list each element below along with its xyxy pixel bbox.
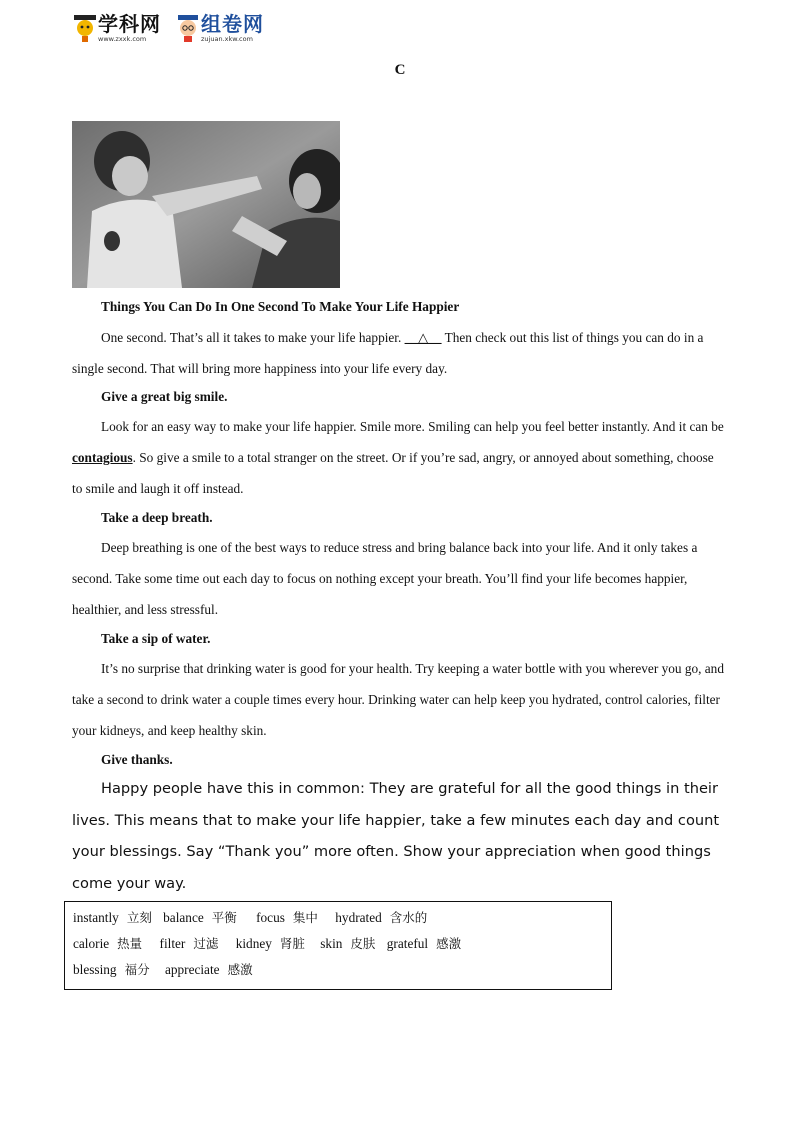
- header-logos: [72, 10, 264, 46]
- heading-smile: Give a great big smile.: [101, 389, 228, 404]
- smile-paragraph: [72, 411, 724, 504]
- vocab-word: kidney: [235, 936, 272, 951]
- vocab-word: balance: [163, 910, 204, 925]
- vocab-meaning: 皮肤: [350, 936, 376, 951]
- vocab-word: grateful: [386, 936, 429, 951]
- section-letter: C: [394, 62, 406, 78]
- thanks-paragraph: Happy people have this in common: They are grateful for all the good things in their lives. This means that to make your life happier, take a few minutes each day and count your blessings. Say “Thank you” more often. Show your appreciation when good things come your way.: [72, 780, 720, 892]
- vocab-meaning: 肾脏: [279, 936, 305, 951]
- vocab-word: skin: [320, 936, 343, 951]
- vocab-row: [73, 960, 603, 986]
- vocab-word: appreciate: [164, 962, 220, 977]
- vocab-meaning: 含水的: [389, 910, 428, 925]
- logo1-title: 学科网: [98, 11, 161, 36]
- graduate-icon: [72, 13, 98, 43]
- heading-breath: Take a deep breath.: [101, 510, 213, 525]
- article-title: Things You Can Do In One Second To Make Your Life Happier: [101, 299, 460, 314]
- logo2-title: 组卷网: [201, 11, 264, 36]
- keyword-contagious: contagious: [72, 450, 133, 465]
- answer-blank: __△__: [404, 330, 442, 345]
- zujuan-logo: [175, 13, 264, 43]
- vocab-word: filter: [159, 936, 186, 951]
- intro-text-a: One second. That’s all it takes to make your life happier.: [101, 330, 405, 345]
- logo1-url: www.zxxk.com: [98, 34, 147, 43]
- logo2-url: zujuan.xkw.com: [201, 34, 253, 43]
- article-photo: [72, 121, 340, 288]
- vocab-word: instantly: [73, 910, 119, 925]
- breath-paragraph: Deep breathing is one of the best ways to reduce stress and bring balance back into your life. And it only takes a second. Take some time out each day to focus on nothing except your breath. You’ll find your life becomes happier, healthier, and less stressful.: [72, 540, 698, 617]
- smile-text-a: Look for an easy way to make your life happier. Smile more. Smiling can help you feel better instantly. And it can be: [101, 419, 724, 434]
- vocab-row: [73, 934, 603, 960]
- vocab-word: focus: [256, 910, 285, 925]
- smile-text-b: . So give a smile to a total stranger on the street. Or if you’re sad, angry, or annoyed about something, choose to smile and laugh it off instead.: [72, 450, 714, 496]
- vocab-meaning: 过滤: [193, 936, 219, 951]
- zxxk-logo: [72, 13, 161, 43]
- vocab-word: calorie: [73, 936, 110, 951]
- intro-text-b: Then check out this list of things you can do in a single second. That will bring more happiness into your life every day.: [72, 330, 704, 376]
- vocab-meaning: 立刻: [126, 910, 152, 925]
- intro-paragraph: [72, 322, 724, 384]
- vocab-meaning: 集中: [292, 910, 318, 925]
- heading-water: Take a sip of water.: [101, 631, 211, 646]
- vocabulary-box: [64, 901, 612, 990]
- vocab-word: blessing: [73, 962, 117, 977]
- vocab-meaning: 热量: [117, 936, 143, 951]
- student-icon: [175, 13, 201, 43]
- vocab-word: hydrated: [335, 910, 382, 925]
- water-paragraph: It’s no surprise that drinking water is good for your health. Try keeping a water bottle with you wherever you go, and take a second to drink water a couple times every hour. Drinking water can help keep you hydrated, control calories, filter your kidneys, and keep healthy skin.: [72, 661, 724, 738]
- vocab-meaning: 平衡: [211, 910, 237, 925]
- heading-thanks: Give thanks.: [101, 752, 173, 767]
- vocab-row: [73, 908, 603, 934]
- vocab-meaning: 感激: [436, 936, 462, 951]
- vocab-meaning: 感激: [227, 962, 253, 977]
- vocab-meaning: 福分: [124, 962, 150, 977]
